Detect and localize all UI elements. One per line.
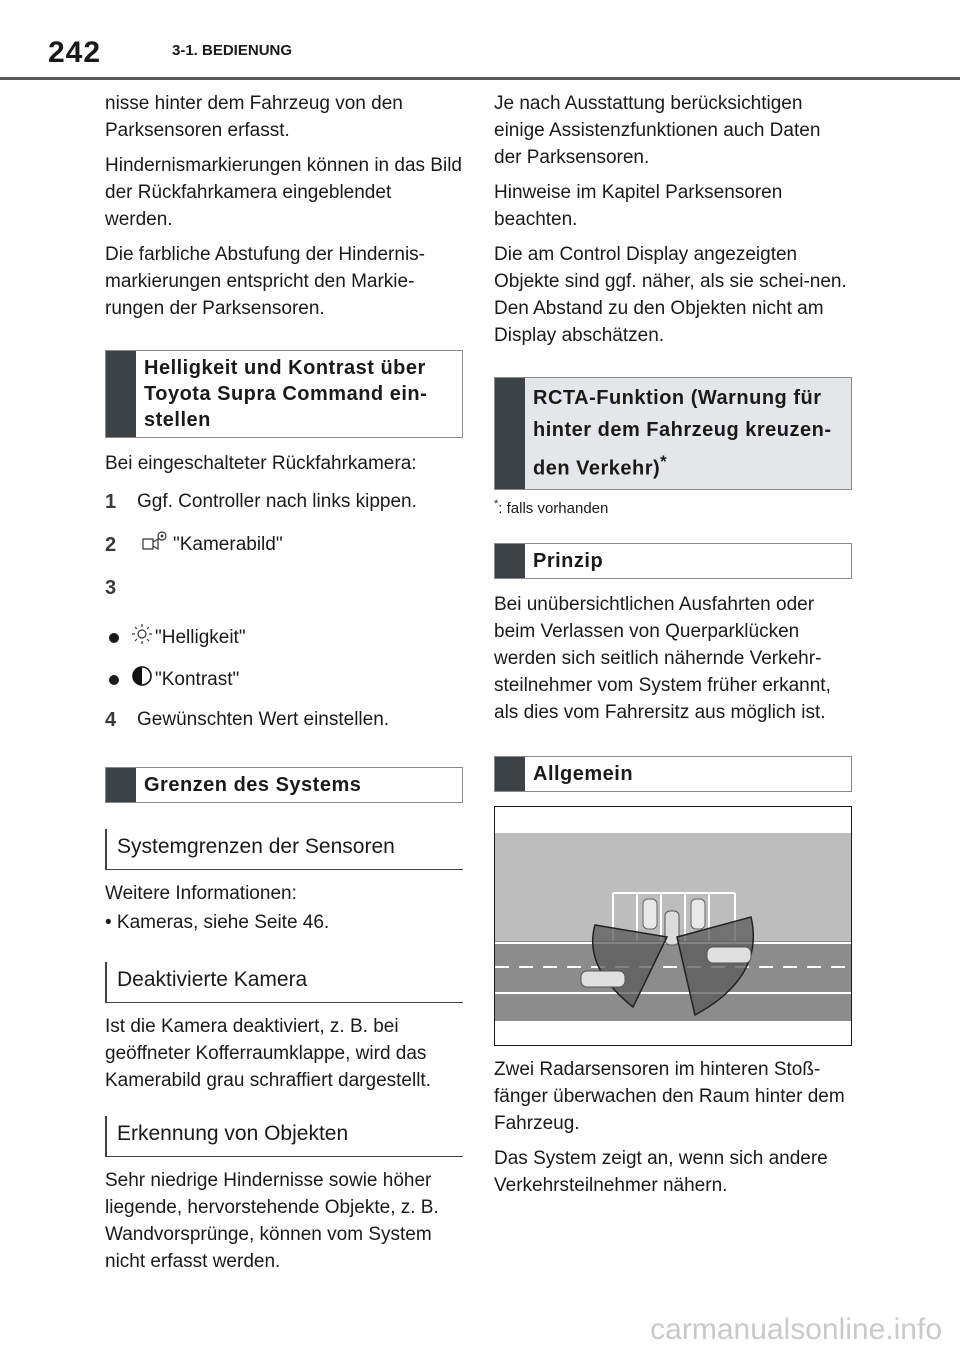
bullet-dot xyxy=(109,633,119,643)
paragraph: Weitere Informationen: xyxy=(105,883,297,904)
heading-bar xyxy=(106,351,136,437)
header-rule xyxy=(0,77,960,80)
step-number: 2 xyxy=(105,534,117,556)
paragraph: Je nach Ausstattung berücksichtigen einige Assistenzfunktionen auch Daten der Parksensoren. xyxy=(494,93,821,168)
paragraph: Ist die Kamera deaktiviert, z. B. bei geöffneter Kofferraumklappe, wird das Kamerabild grau schraffiert dargestellt. xyxy=(105,1016,431,1091)
footnote-marker: * xyxy=(494,497,499,510)
page-number: 242 xyxy=(48,36,102,69)
subheading-object-detection: Erkennung von Objekten xyxy=(105,1116,463,1157)
heading-label: Allgemein xyxy=(533,762,634,785)
road xyxy=(495,941,851,1021)
heading-bar xyxy=(495,757,525,791)
heading-label-text: RCTA-Funktion (Warnung für hinter dem Fahrzeug kreuzen-den Verkehr) xyxy=(533,387,832,480)
camera-gear-icon xyxy=(137,529,171,561)
heading-box-brightness-contrast xyxy=(105,350,463,438)
paragraph: Sehr niedrige Hindernisse sowie höher liegende, hervorstehende Objekte, z. B. Wandvorsprünge, können vom System nicht erfasst werden. xyxy=(105,1170,439,1272)
step-1 xyxy=(105,489,463,515)
heading-label: Grenzen des Systems xyxy=(144,774,362,796)
bullet-text: "Kontrast" xyxy=(155,669,240,690)
footnote-marker: * xyxy=(660,452,668,471)
paragraph: Die am Control Display angezeigten Objekte sind ggf. näher, als sie schei-nen. Den Abstand zu den Objekten nicht am Display abschätzen. xyxy=(494,244,847,346)
section-title: 3-1. BEDIENUNG xyxy=(172,42,293,59)
heading-label: Helligkeit und Kontrast über Toyota Supra Command ein-stellen xyxy=(144,357,428,431)
step-4 xyxy=(105,707,463,733)
page-header xyxy=(0,0,960,80)
step-number: 1 xyxy=(105,491,117,513)
heading-box-rcta xyxy=(494,377,852,490)
heading-label: Prinzip xyxy=(533,549,604,572)
watermark: carmanualsonline.info xyxy=(650,1313,942,1346)
subheading-deactivated-camera: Deaktivierte Kamera xyxy=(105,962,463,1003)
paragraph: Hindernismarkierungen können in das Bild der Rückfahrkamera eingeblendet werden. xyxy=(105,155,462,230)
step-3 xyxy=(105,575,463,601)
step-text: Ggf. Controller nach links kippen. xyxy=(137,491,417,512)
bullet-brightness xyxy=(105,623,463,653)
bullet-text: "Helligkeit" xyxy=(155,627,246,648)
paragraph: nisse hinter dem Fahrzeug von den Parksensoren erfasst. xyxy=(105,93,403,141)
step-number: 4 xyxy=(105,709,117,731)
bullet-dot xyxy=(109,675,119,685)
paragraph: Bei eingeschalteter Rückfahrkamera: xyxy=(105,453,417,474)
paragraph: Hinweise im Kapitel Parksensoren beachten. xyxy=(494,182,783,230)
paragraph: Bei unübersichtlichen Ausfahrten oder beim Verlassen von Querparklücken werden sich seitlich nähernde Verkehr-steilnehmer vom System früher erkannt, als dies vom Fahrersitz aus möglich ist. xyxy=(494,593,831,723)
bullet-contrast xyxy=(105,665,463,695)
heading-box-general xyxy=(494,756,852,792)
rcta-illustration xyxy=(494,806,852,1046)
step-2 xyxy=(105,529,463,561)
heading-label xyxy=(525,378,851,489)
step-number: 3 xyxy=(105,577,117,599)
step-text: "Kamerabild" xyxy=(173,534,283,555)
paragraph: Zwei Radarsensoren im hinteren Stoß-fänger überwachen den Raum hinter dem Fahrzeug. xyxy=(494,1058,845,1134)
footnote xyxy=(494,498,852,517)
paragraph: Die farbliche Abstufung der Hindernis-markierungen entspricht den Markie-rungen der Parksensoren. xyxy=(105,244,426,319)
subheading-sensor-limits: Systemgrenzen der Sensoren xyxy=(105,829,463,870)
heading-box-principle xyxy=(494,543,852,579)
half-circle-icon xyxy=(131,665,153,695)
heading-bar xyxy=(495,544,525,578)
sun-icon xyxy=(131,623,153,653)
footnote-text: : falls vorhanden xyxy=(498,499,609,517)
paragraph: Das System zeigt an, wenn sich andere Verkehrsteilnehmer nähern. xyxy=(494,1147,828,1196)
heading-bar xyxy=(106,768,136,802)
heading-box-limits xyxy=(105,767,463,803)
right-column xyxy=(494,90,852,1207)
left-column xyxy=(105,90,463,1283)
step-text: Gewünschten Wert einstellen. xyxy=(137,709,390,730)
list-item: • Kameras, siehe Seite 46. xyxy=(105,912,330,933)
heading-bar xyxy=(495,378,525,489)
